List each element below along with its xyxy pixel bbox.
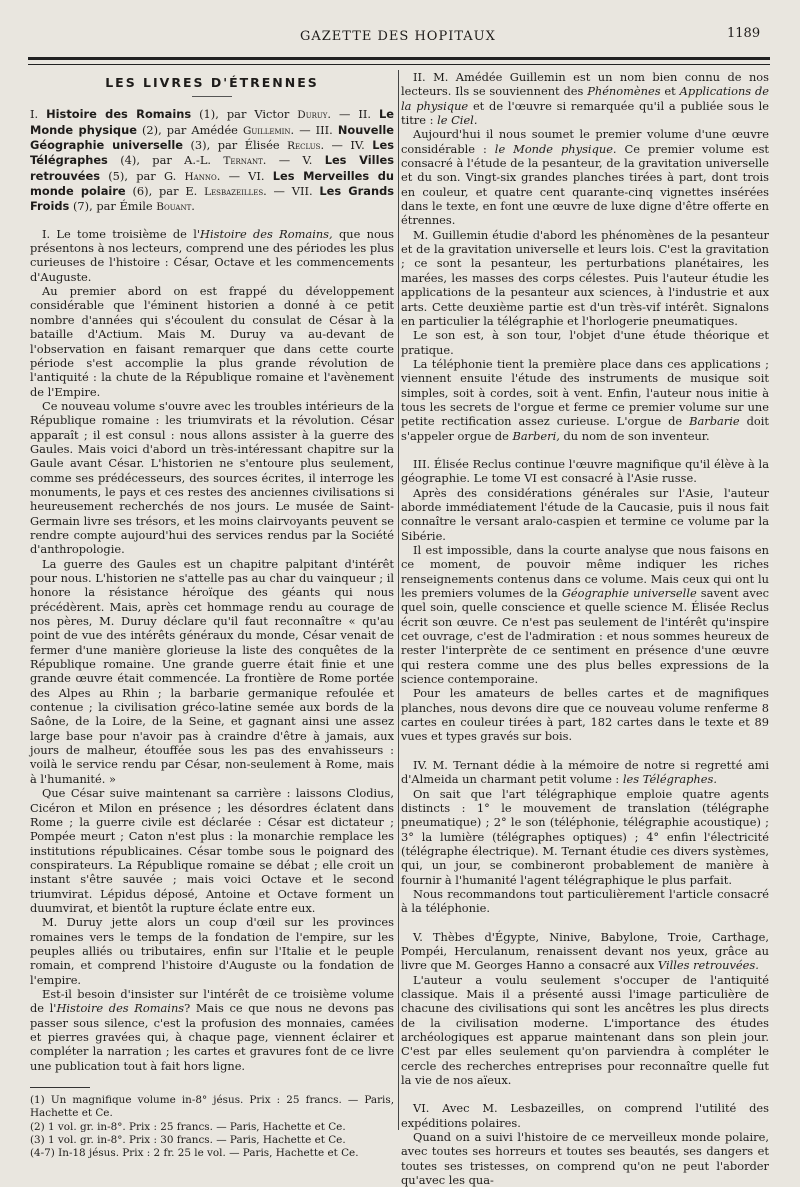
paragraph [30, 987, 394, 1073]
italic-run: Histoire des Romains [56, 1001, 185, 1016]
text-run: savent avec quel soin, quelle conscience et quelle science M. Élisée Reclus écrit son œuvre. Ce n'est pas seulement de l'intérêt qu'inspire cet ouvrage, c'est de l'admiration : et nous sommes heureux de rester l'interprète de ce sentiment en présence d'une œuvre qui restera comme une des plus belles expressions de la science contemporaine. [401, 586, 769, 687]
paragraph: On sait que l'art télégraphique emploie quatre agents distincts : 1° le mouvement de translation (télégraphe pneumatique) ; 2° le son (téléphonie, télégraphie acoustique) ; 3° la lumière (télégraphes optiques) ; 4° enfin l'électricité (télégraphe électrique). M. Ternant étudie ces divers systèmes, qui, un jour, se combineront probablement de manière à fournir à l'humanité l'agent télégraphique le plus parfait. [401, 786, 769, 887]
toc-text: . — V. [262, 153, 325, 168]
paragraph [401, 357, 769, 443]
toc-author: Bouant [156, 201, 192, 214]
text-run: II. M. Amédée Guillemin est un nom bien connu de nos lecteurs. Ils se souviennent des [401, 70, 769, 99]
toc-text: (2), par Amédée [136, 122, 243, 137]
paragraph [30, 227, 394, 284]
paragraph: Le son est, à son tour, l'objet d'une étude théorique et pratique. [401, 328, 769, 357]
paragraph: L'auteur a voulu seulement s'occuper de l'antiquité classique. Mais il a présenté aussi l'image particulière de chacune des civilisations qui sont les ancêtres les plus directs de la civilisation moderne. L'importance des études archéologiques est apparue maintenant dans son plein jour. C'est par elles seulement qu'on parviendra à compléter le cercle des recherches entreprises pour reconnaître quelle fut la vie de nos aïeux. [401, 972, 769, 1088]
italic-run: Barberi, [512, 428, 560, 443]
toc-book-title: Les Télégraphes [30, 138, 394, 168]
paragraph: M. Guillemin étudie d'abord les phénomènes de la pesanteur et de la gravitation universelle et leurs lois. C'est la gravitation ; ce sont la pesanteur, les perturbations planétaires, les marées, les masses des corps célestes. Puis l'auteur étudie les applications de la pesanteur aux sciences, à l'industrie et aux arts. Cette deuxième partie est d'un très-vif intérêt. Signalons en particulier la télégraphie et l'horlogerie pneumatiques. [401, 227, 769, 328]
text-run: doit s'appeler orgue de [401, 414, 769, 443]
italic-run: Histoire des Romains, [200, 226, 333, 241]
text-run: Aujourd'hui il nous soumet le premier volume d'une œuvre considérable : [401, 127, 769, 156]
text-run: et de l'œuvre si remarquée qu'il a publiée sous le titre : [401, 98, 769, 128]
running-head: GAZETTE DES HOPITAUX [300, 29, 496, 44]
paragraph: VI. Avec M. Lesbazeilles, on comprend l'utilité des expéditions polaires. [401, 1101, 769, 1130]
title-rule [192, 96, 232, 97]
italic-run: Applications de la physique [401, 84, 770, 113]
text-run: V. Thèbes d'Égypte, Ninive, Babylone, Troie, Carthage, Pompéi, Herculanum, renaissent devant nos yeux, grâce au livre que M. Georges Hanno a consacré aux [401, 929, 769, 973]
text-run: Ce premier volume est consacré à l'étude de la pesanteur, de la gravitation universelle et du son. Vingt-six grandes planches tirées à part, dont trois en couleur, et quatre cent quarante-cinq vignettes insérées dans le texte, en font une œuvre de luxe digne d'être offerte en étrennes. [401, 141, 769, 228]
text-run: et [660, 84, 680, 99]
toc-text: (1), par Victor [191, 107, 298, 122]
text-run: La téléphonie tient la première place dans ces applications ; viennent ensuite l'étude des instruments de musique soit simples, soit à cordes, soit à vent. Enfin, l'auteur nous initie à tous les secrets de l'orgue et ferme ce premier volume sur une petite rectification assez curieuse. L'orgue de [401, 356, 769, 429]
toc-book-title: Les Merveilles du monde polaire [30, 168, 394, 199]
table-of-contents [30, 107, 394, 214]
text-run: Il est impossible, dans la courte analyse que nous faisons en ce moment, de pouvoir même indiquer les riches renseignements contenus dans ce volume. Mais ceux qui ont lu les premiers volumes de la [401, 543, 769, 601]
italic-run: le Ciel. [437, 113, 478, 128]
toc-text: . — VII. [263, 184, 320, 199]
toc-text: (5), par G. [100, 168, 185, 183]
paragraph: III. Élisée Reclus continue l'œuvre magnifique qu'il élève à la géographie. Le tome VI est consacré à l'Asie russe. [401, 456, 769, 486]
toc-author: Ternant [223, 155, 263, 168]
text-run: Est-il besoin d'insister sur l'intérêt de ce troisième volume de l' [30, 986, 394, 1016]
toc-text: . — VI. [216, 168, 273, 183]
paragraph: Quand on a suivi l'histoire de ce merveilleux monde polaire, avec toutes ses horreurs et toutes ses beautés, ses dangers et toutes ses tristesses, on comprend qu'on ne peut l'aborder qu'avec les qua- [401, 1130, 769, 1187]
italic-run: Phénomènes [587, 84, 661, 99]
toc-book-title: Les Grands Froids [30, 184, 394, 214]
paragraph: Nous recommandons tout particulièrement l'article consacré à la téléphonie. [401, 886, 769, 916]
paragraph: Que César suive maintenant sa carrière : laissons Clodius, Cicéron et Milon en présence ; les désordres éclatent dans Rome ; la guerre civile est déclarée : César est dictateur ; Pompée meurt ; Caton n'est plus : la monarchie remplace les institutions républicaines. César tombe sous le poignard des conspirateurs. La République romaine se débat ; elle croit un instant s'être sauvée ; mais voici Octave et le second triumvirat. Lépidus déposé, Antoine et Octave forment un duumvirat, et bientôt la rupture éclate entre eux. [30, 786, 394, 915]
footnote: (4-7) In-18 jésus. Prix : 2 fr. 25 le vol. — Paris, Hachette et Ce. [30, 1147, 359, 1160]
footnote: (2) 1 vol. gr. in-8°. Prix : 25 francs. — Paris, Hachette et Ce. [30, 1120, 346, 1133]
paragraph: La guerre des Gaules est un chapitre palpitant d'intérêt pour nous. L'historien ne s'attelle pas au char du vainqueur ; il honore la résistance héroïque des géants qui nous précédèrent. Mais, après cet hommage rendu au courage de nos pères, M. Duruy déclare qu'il faut reconnaître « qu'au point de vue des intérêts généraux du monde, César venait de fermer d'une manière glorieuse la liste des conquêtes de la République romaine. Une grande guerre était finie et une grande œuvre était commencée. La frontière de Rome portée des Alpes au Rhin ; la barbarie germanique refoulée et contenue ; la civilisation gréco-latine semée aux bords de la Saône, de la Loire, de la Seine, et gagnant ainsi une assez large base pour n'avoir pas à craindre d'être à jamais, aux jours de malheur, étouffée sous les pas des envahisseurs : voilà le service rendu par César, non-seulement à Rome, mais à l'humanité. » [30, 556, 394, 786]
paragraph: Après des considérations générales sur l'Asie, l'auteur aborde immédiatement l'étude de la Caucasie, puis il nous fait connaître le versant aralo-caspien et termine ce volume par la Sibérie. [401, 485, 769, 543]
italic-run: Villes retrouvées. [657, 958, 759, 973]
paragraph [401, 70, 769, 127]
toc-author: Hanno [184, 170, 217, 183]
text-run: que nous présentons à nos lecteurs, comprend une des périodes les plus curieuses de l'histoire : César, Octave et les commencements d'Auguste. [30, 226, 394, 284]
footnote: (3) 1 vol. gr. in-8°. Prix : 30 francs. — Paris, Hachette et Ce. [30, 1133, 346, 1146]
paragraph: Au premier abord on est frappé du développement considérable que l'éminent historien a donné à ce petit nombre d'années qui s'écoulent du consulat de César à la bataille d'Actium. Mais M. Duruy va au-devant de l'observation en faisant remarquer que dans cette courte période s'est accomplie la plus grande révolution de l'antiquité : la chute de la République romaine et l'avènement de l'Empire. [30, 284, 394, 399]
toc-text: . — III. [290, 122, 338, 137]
header-rule-thick [28, 57, 770, 60]
toc-author: Reclus [287, 140, 321, 153]
footnote-rule [30, 1087, 90, 1088]
italic-run: le Monde physique. [494, 141, 617, 156]
toc-text: I. [30, 107, 47, 122]
toc-text: (4), par A.-L. [107, 153, 224, 168]
footnotes [30, 1094, 394, 1160]
paragraph [401, 543, 769, 686]
toc-author: Lesbazeilles [204, 186, 264, 199]
paragraph [401, 930, 769, 973]
toc-book-title: Nouvelle Géographie universelle [30, 122, 394, 153]
italic-run: Géographie universelle [561, 586, 697, 601]
text-run: du nom de son inventeur. [559, 428, 710, 443]
paragraph: Ce nouveau volume s'ouvre avec les troubles intérieurs de la République romaine : les triumvirats et la révolution. César apparaît ; il est consul : nous allons assister à la guerre des Gaules. Mais voici d'abord un très-intéressant chapitre sur la Gaule avant César. L'historien ne s'entoure plus seulement, comme ses prédécesseurs, des sources écrites, il interroge les monuments, le pays et ces restes des anciennes civilisations si heureusement recherchés de nos jours. Le musée de Saint-Germain livre ses trésors, et les moins clairvoyants peuvent se rendre compte aujourd'hui des services rendus par la Société d'anthropologie. [30, 398, 395, 557]
footnote: (1) Un magnifique volume in-8° jésus. Prix : 25 francs. — Paris, Hachette et Ce. [30, 1094, 394, 1120]
text-run: I. Le tome troisième de l' [42, 226, 201, 241]
toc-text: (6), par E. [125, 184, 205, 199]
text-run: IV. M. Ternant dédie à la mémoire de notre si regretté ami d'Almeida un charmant petit volume : [401, 757, 769, 787]
header-rule-thin [28, 64, 770, 65]
paragraph: Pour les amateurs de belles cartes et de magnifiques planches, nous devons dire que ce nouveau volume renferme 8 cartes en couleur tirées à part, 182 cartes dans le texte et 89 vues et types gravés sur bois. [401, 686, 769, 744]
paragraph [401, 758, 769, 787]
toc-text: . — II. [327, 107, 380, 122]
italic-run: les Télégraphes. [622, 772, 717, 787]
toc-book-title: Le Monde physique [30, 107, 394, 137]
right-column [401, 70, 769, 1187]
toc-text: (7), par Émile [69, 199, 157, 214]
italic-run: Barbarie [689, 414, 740, 429]
toc-text: . — IV. [320, 138, 373, 153]
section-title: LES LIVRES D'ÉTRENNES [105, 75, 319, 90]
column-divider [398, 70, 399, 1130]
toc-book-title: Histoire des Romains [46, 107, 192, 122]
page-number: 1189 [727, 26, 761, 41]
left-column [30, 70, 394, 1161]
toc-text: . [191, 199, 195, 214]
text-run: ? Mais ce que nous ne devons pas passer sous silence, c'est la profusion des monnaies, camées et pierres gravées qui, à chaque page, viennent éclairer et compléter la narration ; les cartes et gravures font de ce livre une publication tout à fait hors ligne. [30, 1001, 394, 1073]
paragraph: M. Duruy jette alors un coup d'œil sur les provinces romaines vers le temps de la fondation de l'empire, sur les peuples alliés ou tributaires, enfin sur l'Italie et le peuple romain, et comprend l'histoire d'Auguste ou la fondation de l'empire. [30, 915, 394, 987]
toc-book-title: Les Villes retrouvées [30, 153, 394, 183]
toc-author: Guillemin [243, 124, 291, 137]
toc-text: (3), par Élisée [183, 138, 288, 153]
paragraph [401, 127, 769, 227]
toc-author: Duruy [297, 109, 328, 122]
